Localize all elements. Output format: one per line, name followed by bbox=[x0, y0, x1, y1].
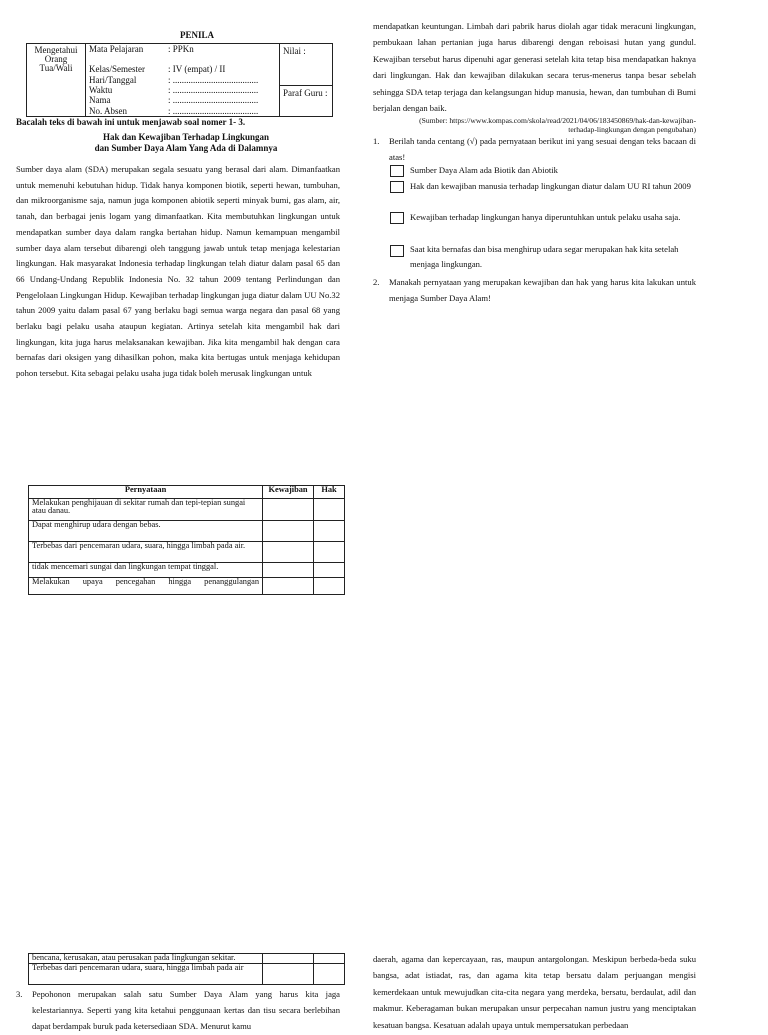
score-label: Nilai : bbox=[283, 46, 306, 56]
question-2 bbox=[373, 274, 696, 308]
obligation-cell[interactable] bbox=[263, 578, 314, 595]
option-checkbox[interactable] bbox=[390, 181, 404, 193]
right-cell[interactable] bbox=[314, 964, 345, 985]
question-3-text: Pepohonon merupakan salah satu Sumber Daya Alam yang harus kita jaga kelestariannya. Seperti yang kita ketahui penggunaan kertas dan tisu secara berlebihan dapat berdampak buruk pada ketersediaan SDA. Menurut kamu bbox=[32, 989, 340, 1032]
right-cell[interactable] bbox=[314, 542, 345, 563]
divider bbox=[279, 85, 332, 86]
question-number: 2. bbox=[373, 277, 380, 287]
parent-signature-label: Mengetahui Orang Tua/Wali bbox=[34, 45, 78, 73]
article-source bbox=[390, 116, 696, 134]
right-cell[interactable] bbox=[314, 954, 345, 964]
instruction: Bacalah teks di bawah ini untuk menjawab soal nomer 1- 3. bbox=[16, 117, 246, 127]
obligation-cell[interactable] bbox=[263, 563, 314, 578]
source-line-1: (Sumber: https://www.kompas.com/skola/read/2021/04/06/183450869/hak-dan-kewajiban- bbox=[419, 116, 696, 125]
column-header-right: Hak bbox=[314, 486, 345, 499]
obligation-cell[interactable] bbox=[263, 542, 314, 563]
table-row bbox=[29, 578, 345, 595]
statement-cell: Terbebas dari pencemaran udara, suara, hingga limbah pada air bbox=[29, 964, 263, 985]
table-row bbox=[29, 542, 345, 563]
article-title bbox=[16, 132, 356, 154]
statement-cell: Melakukan penghijauan di sekitar rumah dan tepi-tepian sungai atau danau. bbox=[29, 499, 263, 521]
option-checkbox[interactable] bbox=[390, 165, 404, 177]
statement-table bbox=[28, 485, 345, 595]
statement-cell: Terbebas dari pencemaran udara, suara, hingga limbah pada air. bbox=[29, 542, 263, 563]
statement-cell: Dapat menghirup udara dengan bebas. bbox=[29, 521, 263, 542]
date-label: Hari/Tanggal bbox=[89, 75, 137, 85]
identity-table bbox=[26, 43, 333, 117]
assessment-title: PENILA bbox=[180, 30, 215, 40]
question-1 bbox=[373, 133, 696, 167]
name-label: Nama bbox=[89, 95, 111, 105]
option-label: Hak dan kewajiban manusia terhadap lingkungan diatur dalam UU RI tahun 2009 bbox=[410, 181, 691, 191]
table-row bbox=[29, 521, 345, 542]
absence-number-field[interactable]: : ...................................... bbox=[168, 106, 259, 116]
statement-table-continued bbox=[28, 953, 345, 985]
class-semester-label: Kelas/Semester bbox=[89, 64, 145, 74]
option-checkbox[interactable] bbox=[390, 212, 404, 224]
question-text: Berilah tanda centang (√) pada pernyataan berikut ini yang sesuai dengan teks bacaan di atas! bbox=[389, 136, 696, 162]
divider bbox=[85, 44, 86, 116]
bottom-right-paragraph: daerah, agama dan kepercayaan, ras, maupun antargolongan. Meskipun berbeda-beda suku bangsa, adat istiadat, ras, dan agama kita tetap bersatu dalam perjuangan mengisi kemerdekaan untuk mewujudkan cita-cita negara yang merdeka, bersatu, berdaulat, adil dan makmur. Keberagaman bukan merupakan unsur perpecahan namun justru yang menciptakan kesatuan bangsa. Kesatuan adalah upaya untuk mempersatukan perbedaan bbox=[373, 954, 696, 1030]
question-3-number: 3. bbox=[16, 989, 23, 999]
option-checkbox[interactable] bbox=[390, 245, 404, 257]
article-body-right: mendapatkan keuntungan. Limbah dari pabrik harus diolah agar tidak meracuni lingkungan, pembukaan lahan pertanian juga harus dibarengi dengan reboisasi hutan yang gundul. Kewajiban tersebut harus dipenuhi agar generasi setelah kita tetap bisa mendapatkan haknya dari lingkungan. Hak dan kewajiban dilakukan secara terus-menerus tanpa besar sebelah sehingga SDA tetap terjaga dan kelangsungan hidup manusia, hewan, dan tumbuhan di Bumi berjalan dengan baik. bbox=[373, 21, 696, 114]
time-field[interactable]: : ...................................... bbox=[168, 85, 259, 95]
divider bbox=[279, 44, 280, 116]
right-cell[interactable] bbox=[314, 499, 345, 521]
source-line-2: terhadap-lingkungan dengan pengubahan) bbox=[568, 125, 696, 134]
subject-label: Mata Pelajaran bbox=[89, 44, 144, 54]
right-cell[interactable] bbox=[314, 563, 345, 578]
table-row bbox=[29, 499, 345, 521]
obligation-cell[interactable] bbox=[263, 499, 314, 521]
absence-number-label: No. Absen bbox=[89, 106, 127, 116]
obligation-cell[interactable] bbox=[263, 521, 314, 542]
class-semester-value: : IV (empat) / II bbox=[168, 64, 226, 74]
article-title-line-2: dan Sumber Daya Alam Yang Ada di Dalamnya bbox=[94, 143, 278, 153]
obligation-cell[interactable] bbox=[263, 964, 314, 985]
statement-cell: bencana, kerusakan, atau perusakan pada lingkungan sekitar. bbox=[29, 954, 263, 964]
question-text: Manakah pernyataan yang merupakan kewajiban dan hak yang harus kita lakukan untuk menjaga Sumber Daya Alam! bbox=[389, 277, 696, 303]
subject-value: : PPKn bbox=[168, 44, 194, 54]
statement-cell: Melakukan upaya pencegahan hingga penanggulangan bbox=[29, 578, 263, 595]
right-cell[interactable] bbox=[314, 578, 345, 595]
article-title-line-1: Hak dan Kewajiban Terhadap Lingkungan bbox=[102, 132, 270, 142]
option-label: Saat kita bernafas dan bisa menghirup udara segar merupakan hak kita setelah menjaga lingkungan. bbox=[410, 244, 679, 269]
article-body-left: Sumber daya alam (SDA) merupakan segala sesuatu yang berasal dari alam. Dimanfaatkan untuk memenuhi kebutuhan hidup. Tidak hanya komponen biotik, seperti hewan, tumbuhan, dan mikroorganisme saja, namun juga komponen abiotik seperti minyak bumi, gas alam, air, tanah, dan berbagai jenis logam yang dimanfaatkan. Kita membutuhkan lingkungan untuk mendapatkan sumber daya dalam rangka bertahan hidup. Namun kemampuan mengambil sumber daya alam tersebut dibarengi oleh tanggung jawab untuk tetap menjaga kelestarian lingkungan. Hak masyarakat Indonesia terhadap lingkungan telah diatur dalam pasal 65 dan 66 Undang-Undang Republik Indonesia No. 32 tahun 2009 tentang Perlindungan dan Pengelolaan Lingkungan Hidup. Kewajiban terhadap lingkungan juga diatur dalam UU No.32 tahun 2009 yaitu dalam pasal 67 yang berlaku bagi semua warga negara dan pasal 68 yang berlaku bagi pelaku usaha ataupun kegiatan. Artinya setelah kita mengambil hak dari lingkungan, kita juga harus melaksanakan kewajiban. Jika kita mengambil hak dengan cara bernafas dari oksigen yang dihasilkan pohon, maka kita bertugas untuk menjaga kehidupan pohon tersebut. Kita sebagai pelaku usaha juga tidak boleh merusak lingkungan untuk bbox=[16, 164, 340, 379]
time-label: Waktu bbox=[89, 85, 113, 95]
name-field[interactable]: : ...................................... bbox=[168, 95, 259, 105]
option-label: Kewajiban terhadap lingkungan hanya diperuntuhkan untuk pelaku usaha saja. bbox=[410, 212, 681, 222]
date-field[interactable]: : ...................................... bbox=[168, 75, 259, 85]
question-number: 1. bbox=[373, 136, 380, 146]
option-label: Sumber Daya Alam ada Biotik dan Abiotik bbox=[410, 165, 558, 175]
table-row bbox=[29, 563, 345, 578]
teacher-signature-label: Paraf Guru : bbox=[283, 88, 328, 98]
table-row bbox=[29, 964, 345, 985]
obligation-cell[interactable] bbox=[263, 954, 314, 964]
table-row bbox=[29, 954, 345, 964]
column-header-obligation: Kewajiban bbox=[263, 486, 314, 499]
column-header-statement: Pernyataan bbox=[29, 486, 263, 499]
statement-cell: tidak mencemari sungai dan lingkungan tempat tinggal. bbox=[29, 563, 263, 578]
right-cell[interactable] bbox=[314, 521, 345, 542]
